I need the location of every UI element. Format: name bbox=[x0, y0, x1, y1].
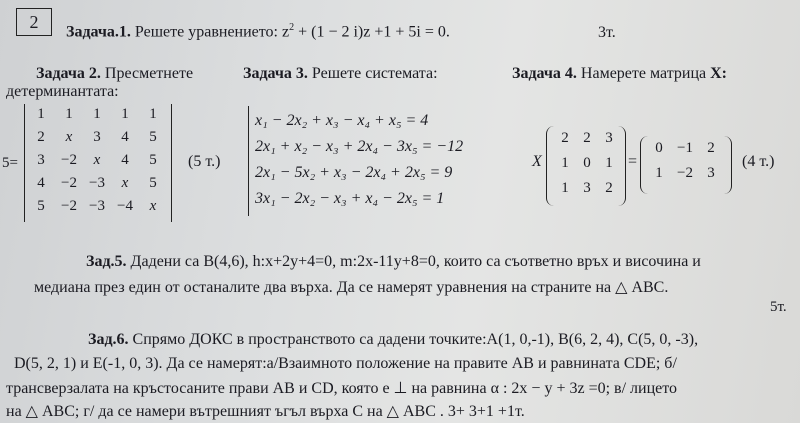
eq-2: 2x₁ + x₂ − x₃ + 2x₄ − 3x₅ = −12 bbox=[255, 138, 464, 155]
task2-label: Задача 2. bbox=[36, 65, 101, 82]
task1-label: Задача.1. bbox=[66, 23, 131, 41]
matrix-a-cell: 3 bbox=[605, 130, 613, 146]
det-cell: 5 bbox=[149, 175, 157, 191]
eq-3: 2x₁ − 5x₂ + x₃ − 2x₄ + 2x₅ = 9 bbox=[255, 164, 453, 181]
task3-heading bbox=[243, 65, 438, 83]
task6-line4: на △ ABC; г/ да се намери вътрешният ъгъл върха C на △ ABC . 3+ 3+1 +1т. bbox=[6, 403, 525, 420]
task2-text2: детерминантата: bbox=[6, 83, 119, 100]
matrix-a-cell: 0 bbox=[583, 155, 591, 171]
task4-heading bbox=[512, 65, 727, 83]
task6-line2: D(5, 2, 1) и E(-1, 0, 3). Да се намерят:а/Взаимното положение на правите AB и равнината CDE; б/ bbox=[14, 355, 677, 372]
det-cell: 4 bbox=[121, 152, 129, 168]
det-cell: 5 bbox=[149, 152, 157, 168]
det-cell: 1 bbox=[149, 106, 157, 122]
eq-1: x₁ − 2x₂ + x₃ − x₄ + x₅ = 4 bbox=[255, 112, 429, 129]
det-cell: −4 bbox=[117, 198, 133, 214]
matrix-a-left-paren bbox=[546, 126, 554, 206]
task5-label: Зад.5. bbox=[86, 253, 127, 270]
matrix-b-right-paren bbox=[724, 136, 732, 194]
task1-points: 3т. bbox=[598, 24, 616, 41]
det-cell: x bbox=[149, 198, 157, 214]
task2-text1: Пресметнете bbox=[104, 65, 194, 82]
det-cell: 1 bbox=[121, 106, 129, 122]
matrix-b-cell: 3 bbox=[707, 165, 715, 181]
det-cell: 2 bbox=[37, 129, 45, 145]
matrix-a-cell: 2 bbox=[561, 130, 569, 146]
matrix-b-cell: −1 bbox=[677, 140, 693, 156]
det-cell: 1 bbox=[65, 106, 73, 122]
task5-line1 bbox=[86, 253, 701, 271]
task1-sup: 2 bbox=[289, 22, 295, 33]
det-cell: 4 bbox=[37, 175, 45, 191]
det-cell: −2 bbox=[61, 175, 77, 191]
task1-line bbox=[66, 22, 450, 41]
det-cell: 4 bbox=[121, 129, 129, 145]
equals-sign: = bbox=[628, 153, 638, 170]
det-cell: 5 bbox=[37, 198, 45, 214]
matrix-a-cell: 2 bbox=[605, 180, 613, 196]
eq-4: 3x₁ − 2x₂ − x₃ + x₄ − 2x₅ = 1 bbox=[255, 190, 445, 207]
matrix-b-cell: 0 bbox=[655, 140, 663, 156]
task2-heading bbox=[36, 65, 193, 83]
matrix-b-cell: 1 bbox=[655, 165, 663, 181]
det-cell: 5 bbox=[149, 129, 157, 145]
det-cell: x bbox=[65, 129, 73, 145]
det-cell: 1 bbox=[37, 106, 45, 122]
det-cell: −3 bbox=[89, 198, 105, 214]
task5-text1: Дадени са B(4,6), h:x+2y+4=0, m:2x-11y+8=0, които са съответно връх и височина и bbox=[130, 253, 701, 270]
matrix-b bbox=[640, 136, 732, 194]
task6-line1 bbox=[88, 331, 698, 349]
matrix-a-cell: 1 bbox=[561, 180, 569, 196]
task1-rest: + (1 − 2 i)z +1 + 5i = 0. bbox=[298, 23, 450, 41]
matrix-b-cell: −2 bbox=[677, 165, 693, 181]
det-cell: −2 bbox=[61, 198, 77, 214]
page-number-box: 2 bbox=[16, 8, 52, 36]
task3-label: Задача 3. bbox=[243, 65, 308, 82]
det-cell: 3 bbox=[93, 129, 101, 145]
task4-label: Задача 4. bbox=[512, 65, 577, 82]
matrix-a-cell: 1 bbox=[561, 155, 569, 171]
equation-system bbox=[248, 106, 519, 216]
matrix-a-cell: 2 bbox=[583, 130, 591, 146]
task6-label: Зад.6. bbox=[88, 331, 129, 348]
task6-line3: трансверзалата на кръстосаните прави AB и CD, която е ⊥ на равнина α : 2x − y + 3z =0; в/ лицето bbox=[6, 380, 678, 397]
det-cell: −2 bbox=[61, 152, 77, 168]
task3-text: Решете системата: bbox=[311, 65, 438, 82]
det-cell: 3 bbox=[37, 152, 45, 168]
matrix-a-cell: 1 bbox=[605, 155, 613, 171]
matrix-a-cell: 3 bbox=[583, 180, 591, 196]
task2-points: (5 т.) bbox=[188, 153, 221, 170]
matrix-x-symbol: X bbox=[532, 153, 542, 170]
det-cell: 1 bbox=[93, 106, 101, 122]
det-prefix: 5= bbox=[2, 155, 18, 171]
task5-line2: медиана през един от останалите два върха. Да се намерят уравнения на страните на △ ABC. bbox=[34, 279, 669, 296]
det-cell: x bbox=[93, 152, 101, 168]
task1-text: Решете уравнението: z bbox=[134, 23, 290, 41]
determinant bbox=[24, 104, 172, 222]
matrix-b-cell: 2 bbox=[707, 140, 715, 156]
matrix-a bbox=[546, 126, 626, 206]
matrix-b-left-paren bbox=[640, 136, 648, 194]
task5-points: 5т. bbox=[770, 299, 787, 315]
task4-var: X: bbox=[710, 65, 728, 82]
task4-points: (4 т.) bbox=[742, 153, 775, 170]
task6-text1: Спрямо ДОКС в пространството са дадени точките:A(1, 0,-1), B(6, 2, 4), C(5, 0, -3), bbox=[132, 331, 699, 348]
det-cell: −3 bbox=[89, 175, 105, 191]
det-cell: x bbox=[121, 175, 129, 191]
task4-text: Намерете матрица bbox=[580, 65, 707, 82]
